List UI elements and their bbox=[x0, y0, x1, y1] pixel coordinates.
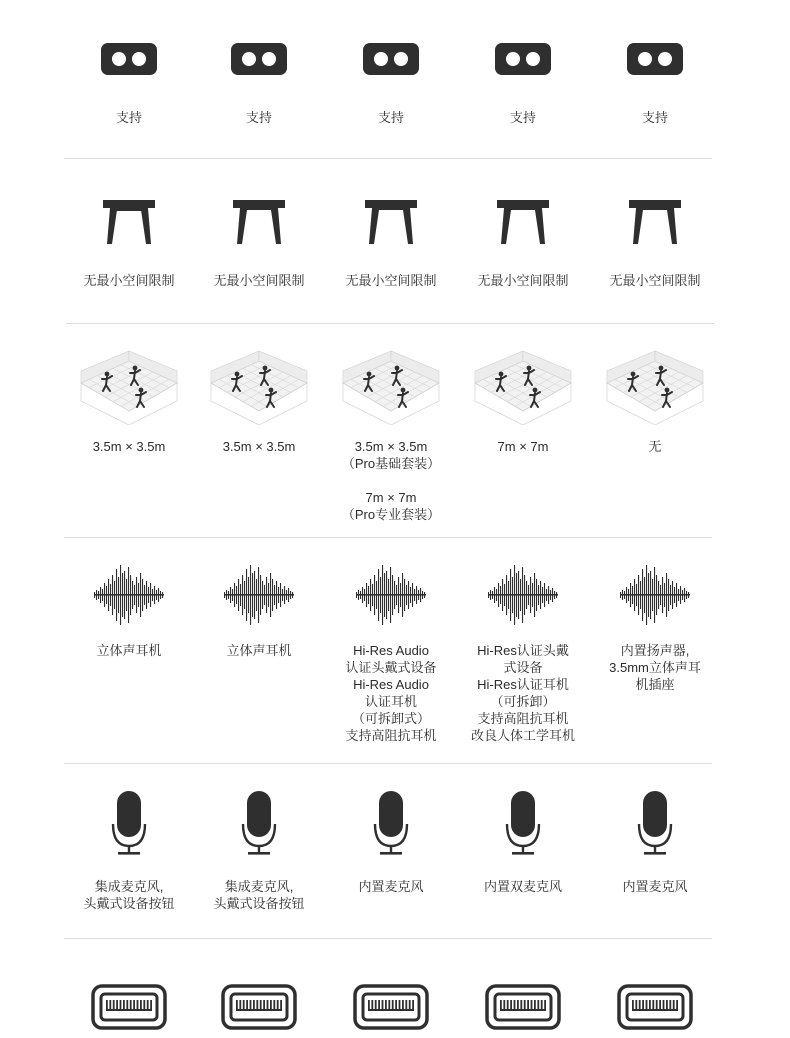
cell-label: 无 bbox=[648, 439, 662, 454]
cell-label: 3.5m × 3.5m bbox=[222, 439, 296, 454]
cell-label: 内置双麦克风 bbox=[483, 879, 562, 894]
cell-label: 无最小空间限制 bbox=[345, 273, 437, 288]
vr-glasses-icon bbox=[100, 42, 158, 76]
cell bbox=[194, 0, 324, 160]
cell bbox=[590, 160, 720, 325]
cell-label: 支持 bbox=[641, 110, 668, 125]
cell bbox=[458, 160, 588, 325]
cell bbox=[64, 0, 194, 160]
cell bbox=[458, 539, 588, 764]
table-icon bbox=[101, 198, 157, 246]
cell-label: 支持 bbox=[509, 110, 536, 125]
divider bbox=[64, 158, 712, 159]
cell bbox=[458, 0, 588, 160]
table-icon bbox=[495, 198, 551, 246]
vr-glasses-icon bbox=[626, 42, 684, 76]
cell bbox=[590, 325, 720, 537]
divider bbox=[64, 537, 712, 538]
cell bbox=[326, 325, 456, 537]
vr-glasses-icon bbox=[362, 42, 420, 76]
cell bbox=[326, 0, 456, 160]
room-grid-icon bbox=[471, 349, 575, 425]
table-icon bbox=[363, 198, 419, 246]
row-connector bbox=[0, 940, 790, 1038]
cell-label: 3.5m × 3.5m （Pro基础套装） 7m × 7m （Pro专业套装） bbox=[341, 439, 441, 522]
row-room-scale bbox=[0, 325, 790, 537]
cell bbox=[326, 765, 456, 938]
vr-glasses-icon bbox=[230, 42, 288, 76]
connector-port-icon bbox=[617, 984, 693, 1030]
connector-port-icon bbox=[485, 984, 561, 1030]
cell bbox=[590, 765, 720, 938]
connector-port-icon bbox=[353, 984, 429, 1030]
microphone-icon bbox=[505, 790, 541, 856]
cell-label: 3.5m × 3.5m bbox=[92, 439, 166, 454]
room-grid-icon bbox=[207, 349, 311, 425]
table-icon bbox=[627, 198, 683, 246]
room-grid-icon bbox=[603, 349, 707, 425]
cell bbox=[458, 325, 588, 537]
cell bbox=[458, 765, 588, 938]
connector-port-icon bbox=[221, 984, 297, 1030]
sound-wave-icon bbox=[488, 563, 558, 627]
cell bbox=[194, 765, 324, 938]
sound-wave-icon bbox=[224, 563, 294, 627]
cell bbox=[64, 325, 194, 537]
cell-label: 支持 bbox=[115, 110, 142, 125]
cell bbox=[590, 539, 720, 764]
cell-label: 支持 bbox=[377, 110, 404, 125]
vr-glasses-icon bbox=[494, 42, 552, 76]
cell-label: 无最小空间限制 bbox=[213, 273, 305, 288]
cell-label: 内置麦克风 bbox=[622, 879, 688, 894]
cell bbox=[194, 539, 324, 764]
cell bbox=[194, 160, 324, 325]
sound-wave-icon bbox=[356, 563, 426, 627]
cell bbox=[64, 765, 194, 938]
cell bbox=[326, 539, 456, 764]
sound-wave-icon bbox=[94, 563, 164, 627]
cell-label: 无最小空间限制 bbox=[83, 273, 175, 288]
cell-label: Hi-Res Audio 认证头戴式设备 Hi-Res Audio 认证耳机 （可拆卸式） 支持高阻抗耳机 bbox=[345, 643, 437, 743]
room-grid-icon bbox=[77, 349, 181, 425]
room-grid-icon bbox=[339, 349, 443, 425]
cell-label: 立体声耳机 bbox=[96, 643, 162, 658]
cell bbox=[64, 539, 194, 764]
cell bbox=[458, 940, 588, 1038]
sound-wave-icon bbox=[620, 563, 690, 627]
cell-label: 内置扬声器, 3.5mm立体声耳 机插座 bbox=[609, 643, 701, 692]
row-microphone bbox=[0, 765, 790, 938]
cell-label: 7m × 7m bbox=[497, 439, 549, 454]
divider bbox=[64, 938, 712, 939]
cell bbox=[64, 160, 194, 325]
cell bbox=[590, 0, 720, 160]
cell bbox=[590, 940, 720, 1038]
cell bbox=[194, 325, 324, 537]
cell bbox=[64, 940, 194, 1038]
table-icon bbox=[231, 198, 287, 246]
cell-label: 集成麦克风, 头戴式设备按钮 bbox=[83, 879, 175, 911]
cell bbox=[194, 940, 324, 1038]
cell-label: Hi-Res认证头戴 式设备 Hi-Res认证耳机 （可拆卸） 支持高阻抗耳机 改良人体工学耳机 bbox=[470, 643, 575, 743]
cell bbox=[326, 940, 456, 1038]
cell-label: 无最小空间限制 bbox=[477, 273, 569, 288]
microphone-icon bbox=[111, 790, 147, 856]
microphone-icon bbox=[373, 790, 409, 856]
microphone-icon bbox=[241, 790, 277, 856]
cell-label: 立体声耳机 bbox=[226, 643, 292, 658]
cell-label: 内置麦克风 bbox=[358, 879, 424, 894]
divider bbox=[64, 763, 712, 764]
row-audio bbox=[0, 539, 790, 764]
row-tracking bbox=[0, 0, 790, 160]
cell-label: 无最小空间限制 bbox=[609, 273, 701, 288]
cell-label: 集成麦克风, 头戴式设备按钮 bbox=[213, 879, 305, 911]
divider bbox=[66, 323, 714, 324]
cell-label: 支持 bbox=[245, 110, 272, 125]
row-space-requirement bbox=[0, 160, 790, 325]
cell bbox=[326, 160, 456, 325]
microphone-icon bbox=[637, 790, 673, 856]
connector-port-icon bbox=[91, 984, 167, 1030]
